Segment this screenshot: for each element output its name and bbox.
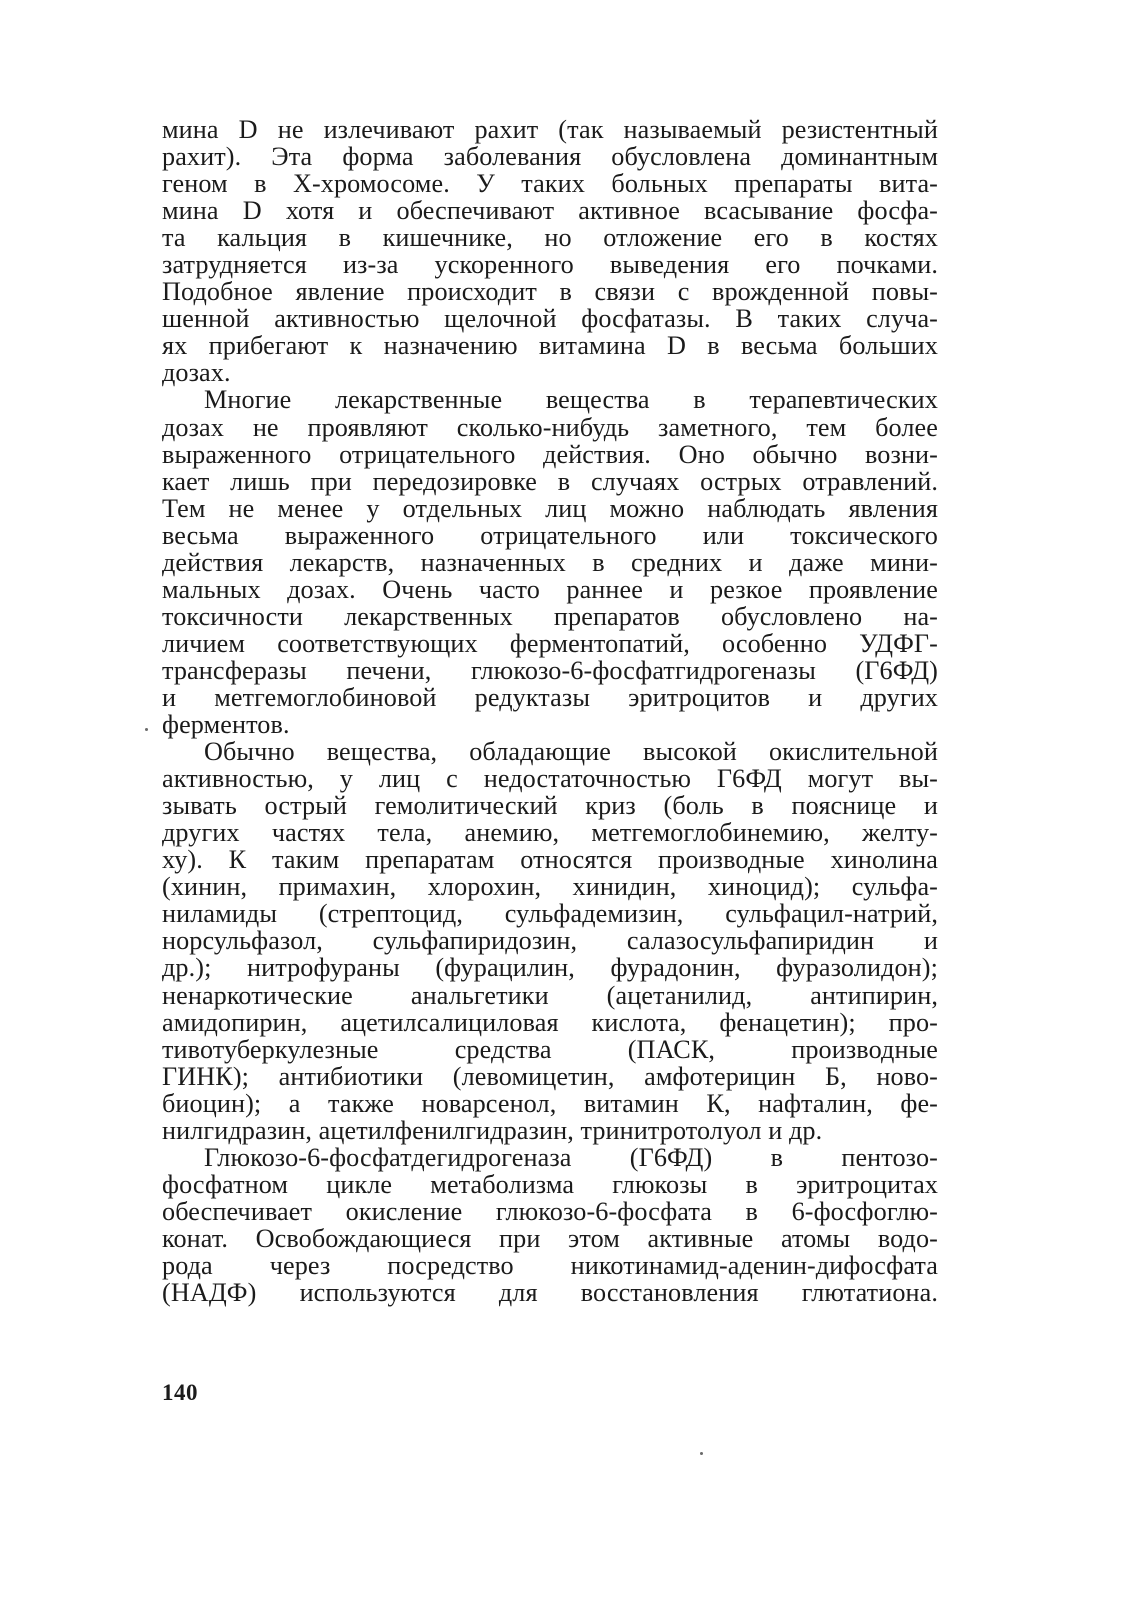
text-line: других частях тела, анемию, метгемоглобинемию, желту- (162, 818, 938, 848)
text-line: норсульфазол, сульфапиридозин, салазосульфапиридин и (162, 926, 938, 956)
text-line: фосфатном цикле метаболизма глюкозы в эритроцитах (162, 1169, 938, 1199)
text-line: ГИНК); антибиотики (левомицетин, амфотерицин Б, ново- (162, 1061, 938, 1091)
text-line: нилгидразин, ацетилфенилгидразин, тринитротолуол и др. (162, 1115, 823, 1145)
text-line: дозах не проявляют сколько-нибудь заметного, тем более (162, 412, 938, 442)
text-line: токсичности лекарственных препаратов обусловлено на- (162, 601, 938, 631)
text-line: весьма выраженного отрицательного или токсического (162, 520, 938, 550)
text-line: рахит). Эта форма заболевания обусловлена доминантным (162, 142, 938, 172)
text-line: конат. Освобождающиеся при этом активные атомы водо- (162, 1223, 938, 1253)
paragraph (162, 386, 938, 738)
print-speck (700, 1452, 703, 1455)
text-line: (хинин, примахин, хлорохин, хинидин, хиноцид); сульфа- (162, 872, 938, 902)
text-line: мальных дозах. Очень часто раннее и резкое проявление (162, 574, 938, 604)
text-line: обеспечивает окисление глюкозо-6-фосфата в 6-фосфоглю- (162, 1196, 938, 1226)
text-line: биоцин); а также новарсенол, витамин К, нафталин, фе- (162, 1088, 938, 1118)
text-line: (НАДФ) используются для восстановления глютатиона. (162, 1278, 938, 1308)
text-line: мина D хотя и обеспечивают активное всасывание фосфа- (162, 196, 938, 226)
text-line: ях прибегают к назначению витамина D в весьма больших (162, 331, 938, 361)
text-line: дозах. (162, 358, 231, 388)
text-line: активностью, у лиц с недостаточностью Г6ФД могут вы- (162, 764, 938, 794)
text-line: ненаркотические анальгетики (ацетанилид, антипирин, (162, 980, 938, 1010)
text-line: мина D не излечивают рахит (так называемый резистентный (162, 115, 938, 144)
text-line: и метгемоглобиновой редуктазы эритроцитов и других (162, 682, 938, 712)
paragraph (162, 738, 938, 1144)
text-line: личием соответствующих ферментопатий, особенно УДФГ- (162, 628, 938, 658)
page-body (162, 116, 938, 1306)
paragraph (162, 116, 938, 386)
text-line: рода через посредство никотинамид-аденин-дифосфата (162, 1250, 938, 1280)
text-line: зывать острый гемолитический криз (боль в пояснице и (162, 791, 938, 821)
text-line: та кальция в кишечнике, но отложение его в костях (162, 223, 938, 253)
text-line: выраженного отрицательного действия. Оно обычно возни- (162, 439, 938, 469)
text-line: Тем не менее у отдельных лиц можно наблюдать явления (162, 493, 938, 523)
text-line: ху). К таким препаратам относятся производные хинолина (162, 845, 938, 875)
text-line: ферментов. (162, 710, 290, 740)
text-line: трансферазы печени, глюкозо-6-фосфатгидрогеназы (Г6ФД) (162, 655, 938, 685)
text-line: Подобное явление происходит в связи с врожденной повы- (162, 277, 938, 307)
text-line: ниламиды (стрептоцид, сульфадемизин, сульфацил-натрий, (162, 899, 938, 929)
text-line: кает лишь при передозировке в случаях острых отравлений. (162, 466, 938, 496)
text-line: действия лекарств, назначенных в средних и даже мини- (162, 547, 938, 577)
text-line: затрудняется из-за ускоренного выведения его почками. (162, 250, 938, 280)
text-line: тивотуберкулезные средства (ПАСК, производные (162, 1034, 938, 1064)
page-number: 140 (162, 1380, 198, 1405)
text-line: др.); нитрофураны (фурацилин, фурадонин, фуразолидон); (162, 953, 938, 983)
print-speck (145, 728, 148, 731)
text-line: Обычно вещества, обладающие высокой окислительной (204, 737, 938, 767)
text-line: шенной активностью щелочной фосфатазы. В таких случа- (162, 304, 938, 334)
text-line: Глюкозо-6-фосфатдегидрогеназа (Г6ФД) в пентозо- (204, 1142, 938, 1172)
paragraph (162, 1144, 938, 1306)
text-line: Многие лекарственные вещества в терапевтических (204, 385, 938, 415)
text-line: геном в Х-хромосоме. У таких больных препараты вита- (162, 169, 938, 199)
text-line: амидопирин, ацетилсалициловая кислота, фенацетин); про- (162, 1007, 938, 1037)
